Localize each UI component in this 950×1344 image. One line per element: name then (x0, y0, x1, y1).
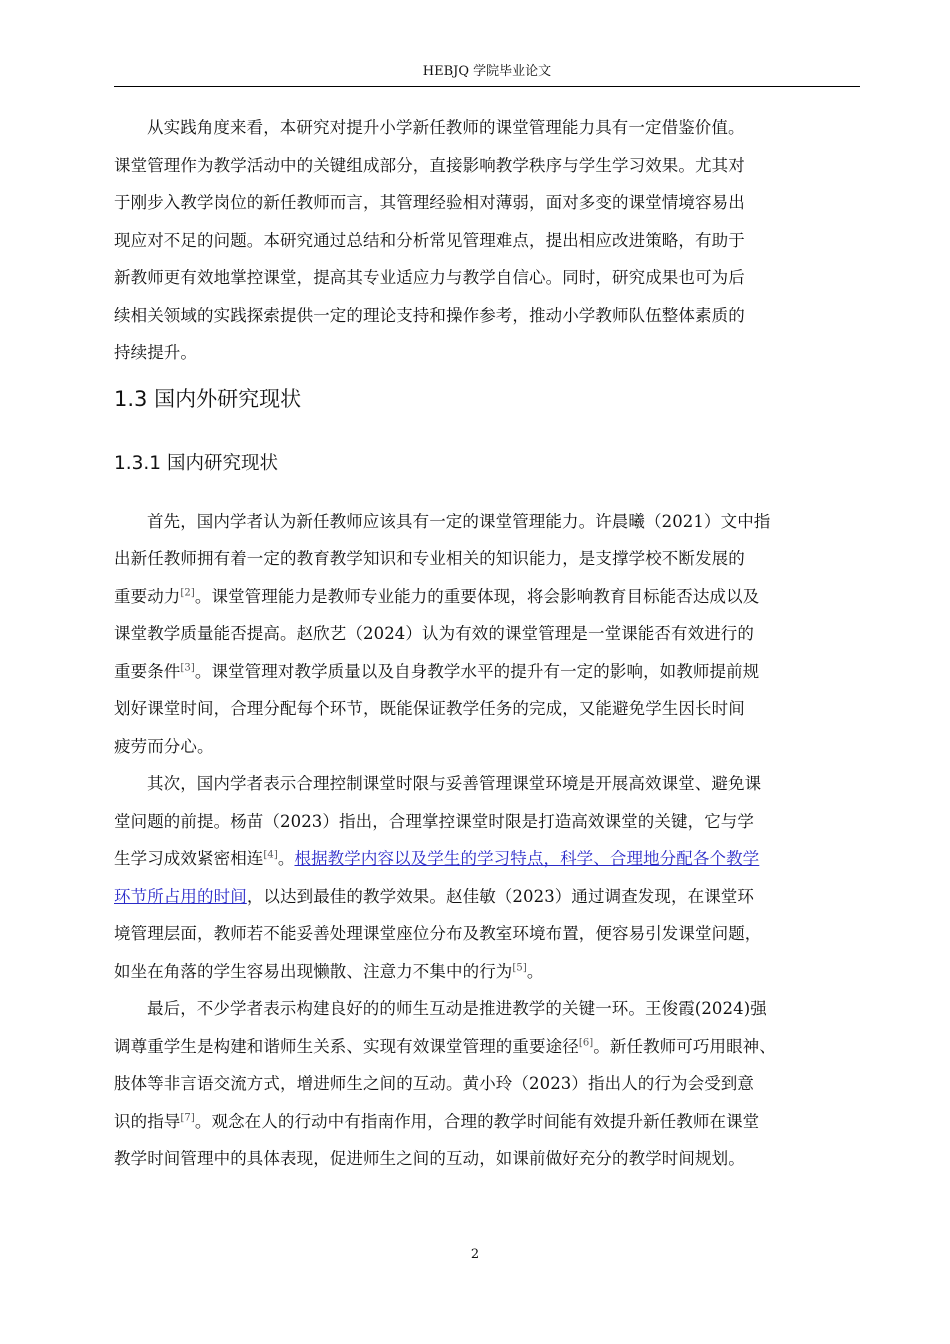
hyperlink-time-allocation-cont[interactable]: 环节所占用的时间 (114, 886, 247, 906)
subsection-heading-1-3-1: 1.3.1 国内研究现状 (114, 452, 278, 474)
page-number: 2 (470, 1247, 480, 1262)
text-line: 堂问题的前提。杨苗（2023）指出，合理掌控课堂时限是打造高效课堂的关键，它与学 (114, 811, 754, 831)
text-line (114, 840, 860, 878)
text-run: 。 (526, 961, 544, 981)
text-line: 肢体等非言语交流方式，增进师生之间的互动。黄小玲（2023）指出人的行为会受到意 (114, 1074, 754, 1093)
text-run: 生学习成效紧密相连 (114, 849, 264, 868)
citation-marker: [2] (180, 587, 195, 598)
text-line: 出新任教师拥有着一定的教育教学知识和专业相关的知识能力，是支撑学校不断发展的 (114, 549, 745, 568)
text-line (114, 653, 860, 691)
text-line: 其次，国内学者表示合理控制课堂时限与妥善管理课堂环境是开展高效课堂、避免课 (147, 774, 762, 793)
text-line (114, 1028, 860, 1066)
text-line (114, 953, 860, 991)
hyperlink-time-allocation[interactable]: 根据教学内容以及学生的学习特点，科学、合理地分配各个教学 (294, 849, 760, 868)
section-heading-1-3: 1.3 国内外研究现状 (114, 386, 302, 411)
citation-marker: [4] (263, 849, 278, 861)
paragraph-domestic-third (114, 990, 860, 1178)
body-content (114, 109, 860, 1178)
text-line: 境管理层面，教师若不能妥善处理课堂座位分布及教室环境布置，便容易引发课堂问题， (114, 924, 762, 943)
text-line: 划好课堂时间，合理分配每个环节，既能保证教学任务的完成，又能避免学生因长时间 (114, 699, 745, 718)
text-line: 课堂管理作为教学活动中的关键组成部分，直接影响教学秩序与学生学习效果。尤其对 (114, 155, 745, 175)
citation-marker: [3] (180, 662, 195, 673)
text-line: 首先，国内学者认为新任教师应该具有一定的课堂管理能力。许晨曦（2021）文中指 (147, 511, 771, 531)
text-run: 识的指导 (114, 1111, 181, 1131)
text-run: 。 (277, 849, 295, 868)
text-line: 教学时间管理中的具体表现，促进师生之间的互动，如课前做好充分的教学时间规划。 (114, 1149, 745, 1168)
text-line: 课堂教学质量能否提高。赵欣艺（2024）认为有效的课堂管理是一堂课能否有效进行的 (114, 624, 754, 643)
header-rule (114, 86, 860, 87)
text-run: 。课堂管理对教学质量以及自身教学水平的提升有一定的影响，如教师提前规 (194, 661, 760, 681)
paragraph-practical-significance (114, 109, 860, 372)
paragraph-domestic-second (114, 765, 860, 990)
text-line: 新教师更有效地掌控课堂，提高其专业适应力与教学自信心。同时，研究成果也可为后 (114, 268, 745, 287)
text-line: 于刚步入教学岗位的新任教师而言，其管理经验相对薄弱，面对多变的课堂情境容易出 (114, 193, 745, 212)
text-line: 续相关领域的实践探索提供一定的理论支持和操作参考，推动小学教师队伍整体素质的 (114, 305, 745, 325)
text-line (114, 878, 860, 916)
text-run: 。观念在人的行动中有指南作用，合理的教学时间能有效提升新任教师在课堂 (194, 1111, 760, 1131)
text-line: 持续提升。 (114, 343, 197, 362)
text-line (114, 578, 860, 616)
text-line: 最后，不少学者表示构建良好的的师生互动是推进教学的关键一环。王俊霞(2024)强 (147, 999, 767, 1018)
text-line: 疲劳而分心。 (114, 736, 214, 756)
paragraph-domestic-first (114, 503, 860, 766)
text-run: 调尊重学生是构建和谐师生关系、实现有效课堂管理的重要途径 (114, 1036, 579, 1056)
text-run: 。新任教师可巧用眼神、 (593, 1036, 776, 1056)
citation-marker: [6] (578, 1037, 594, 1048)
text-run: 如坐在角落的学生容易出现懒散、注意力不集中的行为 (114, 961, 513, 981)
running-header: HEBJQ 学院毕业论文 (422, 64, 552, 79)
text-run: 重要动力 (114, 586, 181, 606)
text-line: 现应对不足的问题。本研究通过总结和分析常见管理难点，提出相应改进策略，有助于 (114, 230, 745, 250)
text-run: 重要条件 (114, 661, 181, 681)
text-run: 。课堂管理能力是教师专业能力的重要体现，将会影响教育目标能否达成以及 (194, 586, 760, 606)
citation-marker: [7] (180, 1112, 195, 1123)
text-line (114, 1103, 860, 1141)
text-line: 从实践角度来看，本研究对提升小学新任教师的课堂管理能力具有一定借鉴价值。 (147, 118, 745, 137)
citation-marker: [5] (512, 962, 527, 973)
text-run: ，以达到最佳的教学效果。赵佳敏（2023）通过调查发现，在课堂环 (246, 886, 755, 906)
